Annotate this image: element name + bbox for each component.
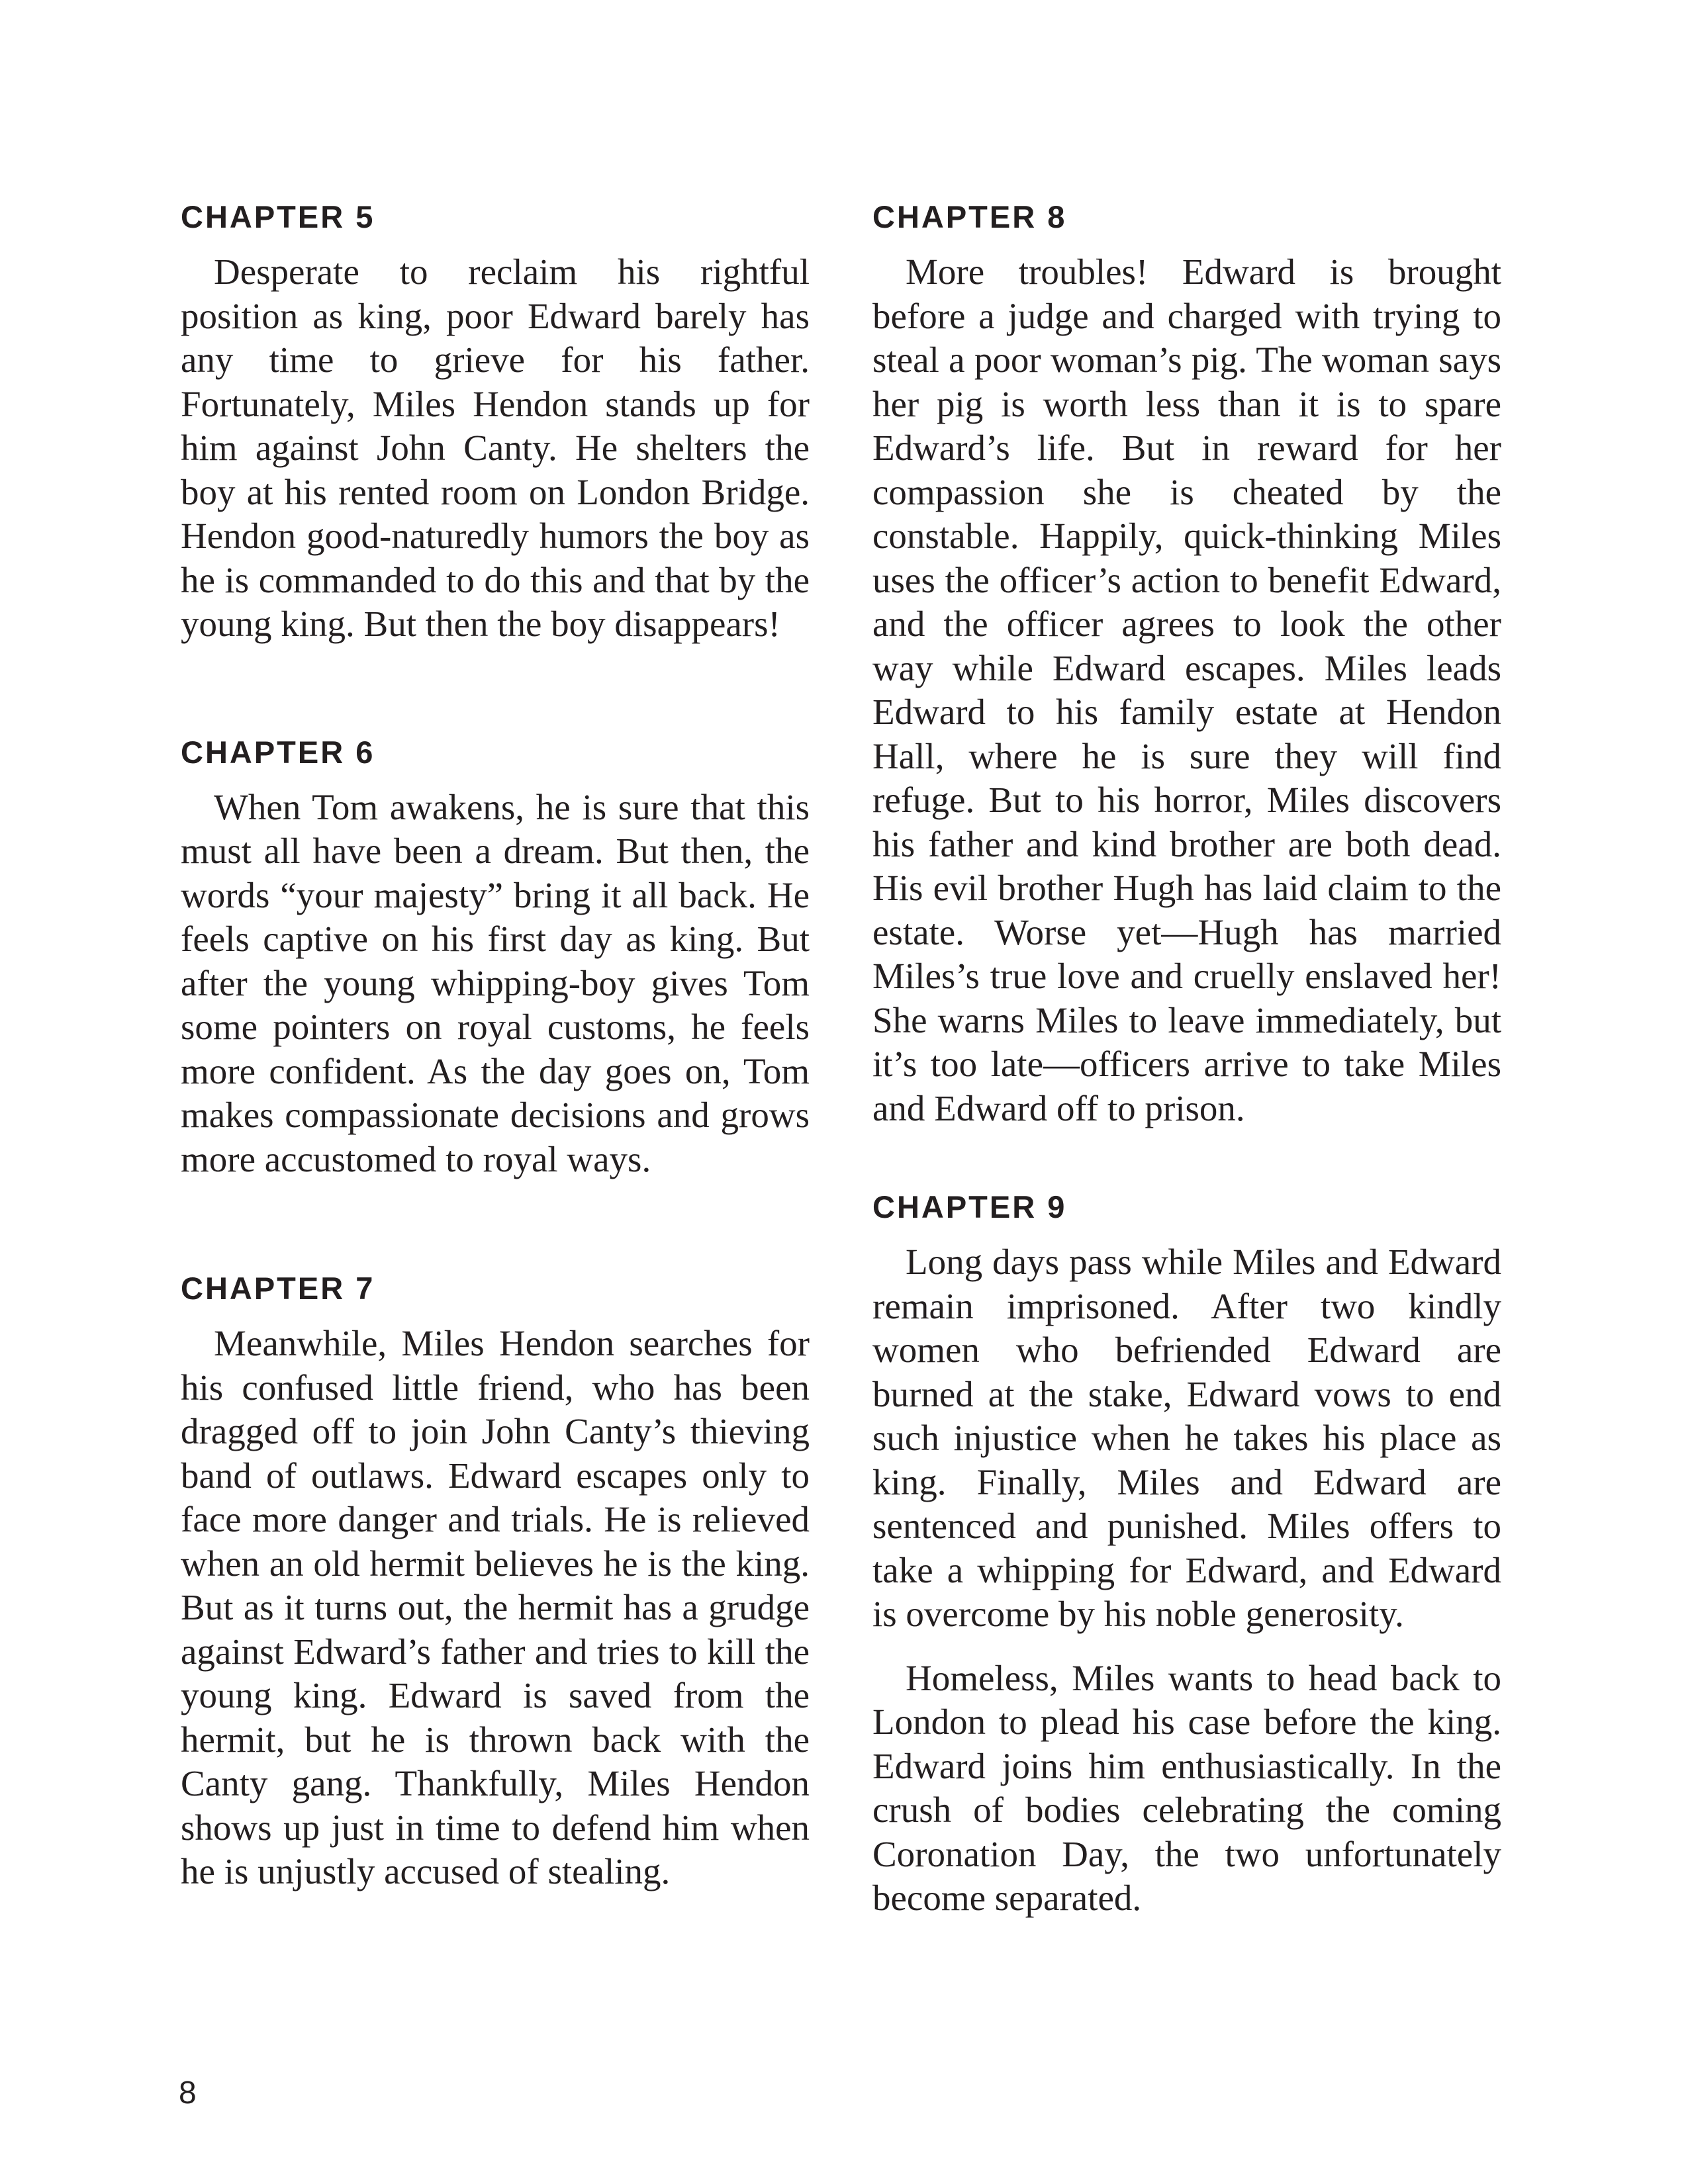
chapter-7 (181, 1263, 810, 1894)
chapter-6-paragraph: When Tom awakens, he is sure that this must all have been a dream. But then, the words “your majesty” bring it all back. He feels captive on his first day as king. But after the young whipping-boy gives Tom some pointers on royal customs, he feels more confident. As the day goes on, Tom makes compassionate decisions and grows more accustomed to royal ways. (181, 786, 810, 1179)
chapter-8-heading: CHAPTER 8 (872, 199, 1067, 234)
chapter-5-paragraph: Desperate to reclaim his rightful position as king, poor Edward barely has any time to grieve for his father. Fortunately, Miles Hendon stands up for him against John Canty. He shelters the boy at his rented room on London Bridge. Hendon good-naturedly humors the boy as he is commanded to do this and that by the young king. But then the boy disappears! (181, 251, 810, 644)
chapter-8 (872, 192, 1501, 1130)
chapter-5 (181, 192, 810, 647)
chapter-5-heading: CHAPTER 5 (181, 199, 375, 234)
left-column (181, 192, 810, 1894)
right-column (872, 192, 1501, 1921)
page-number: 8 (179, 2075, 197, 2111)
chapter-9-paragraph-2: Homeless, Miles wants to head back to London to plead his case before the king. Edward joins him enthusiastically. In the crush of bodies celebrating the coming Coronation Day, the two unfortunately become separated. (872, 1657, 1501, 1918)
chapter-8-paragraph: More troubles! Edward is brought before a judge and charged with trying to steal a poor woman’s pig. The woman says her pig is worth less than it is to spare Edward’s life. But in reward for her compassion she is cheated by the constable. Happily, quick-thinking Miles uses the officer’s action to benefit Edward, and the officer agrees to look the other way while Edward escapes. Miles leads Edward to his family estate at Hendon Hall, where he is sure they will find refuge. But to his horror, Miles discovers his father and kind brother are both dead. His evil brother Hugh has laid claim to the estate. Worse yet—Hugh has married Miles’s true love and cruelly enslaved her! She warns Miles to leave immediately, but it’s too late—officers arrive to take Miles and Edward off to prison. (872, 251, 1501, 1128)
chapter-7-heading: CHAPTER 7 (181, 1271, 375, 1306)
chapter-9-paragraph-1: Long days pass while Miles and Edward remain imprisoned. After two kindly women who befriended Edward are burned at the stake, Edward vows to end such injustice when he takes his place as king. Finally, Miles and Edward are sentenced and punished. Miles offers to take a whipping for Edward, and Edward is overcome by his noble generosity. (872, 1242, 1501, 1634)
chapter-6-heading: CHAPTER 6 (181, 734, 375, 770)
chapter-7-paragraph: Meanwhile, Miles Hendon searches for his confused little friend, who has been dragged off to join John Canty’s thieving band of outlaws. Edward escapes only to face more danger and trials. He is relieved when an old hermit believes he is the king. But as it turns out, the hermit has a grudge against Edward’s father and tries to kill the young king. Edward is saved from the hermit, but he is thrown back with the Canty gang. Thankfully, Miles Hendon shows up just in time to defend him when he is unjustly accused of stealing. (181, 1323, 810, 1891)
chapter-9-heading: CHAPTER 9 (872, 1189, 1067, 1224)
chapter-9 (872, 1182, 1501, 1921)
chapter-6 (181, 727, 810, 1182)
